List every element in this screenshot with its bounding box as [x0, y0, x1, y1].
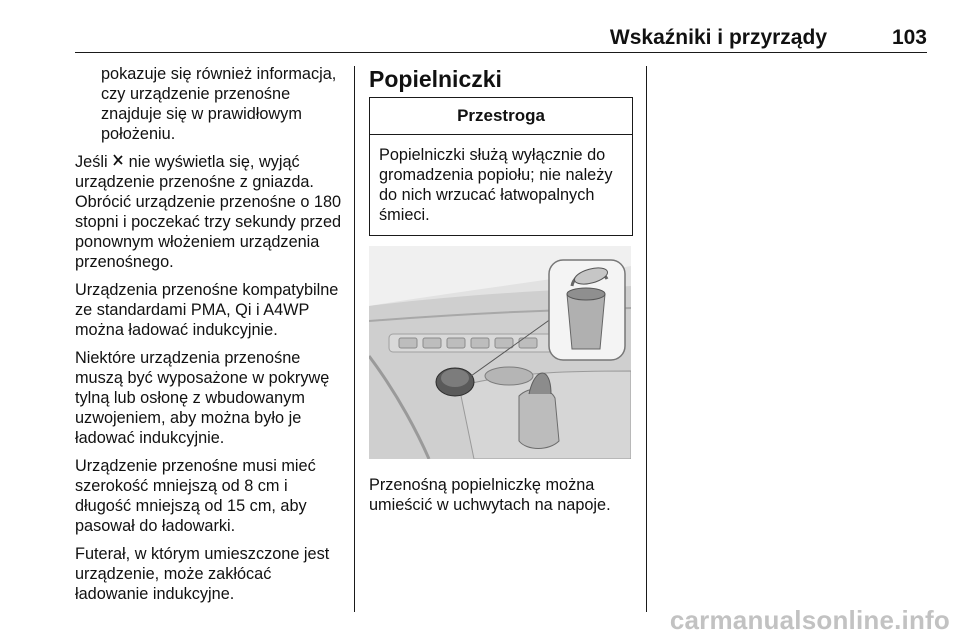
paragraph-case: Futerał, w którym umieszczone jest urządzenie, może zakłócać ładowanie indukcyjne.: [75, 545, 330, 603]
figure-caption: Przenośną popielniczkę można umieścić w uchwytach na napoje.: [369, 476, 611, 514]
charging-indicator-icon: [112, 154, 124, 169]
paragraph-text-before-icon: Jeśli: [75, 153, 108, 171]
column-divider-left: [354, 66, 355, 612]
warning-title: Przestroga: [370, 98, 632, 135]
middle-column: [369, 64, 633, 523]
paragraph-dimensions: Urządzenie przenośne musi mieć szerokość mniejszą od 8 cm i długość mniejszą od 15 cm, aby pasował do ładowarki.: [75, 457, 316, 535]
paragraph-cover: Niektóre urządzenia przenośne muszą być wyposażone w pokrywę tylną lub osłonę z wbudowanym uzwojeniem, aby można było je ładować indukcyjnie.: [75, 349, 330, 447]
paragraph-compatibility: Urządzenia przenośne kompatybilne ze standardami PMA, Qi i A4WP można ładować indukcyjnie.: [75, 281, 339, 339]
page-header: [75, 26, 927, 53]
watermark: carmanualsonline.info: [669, 605, 950, 635]
ashtray-figure: [369, 246, 631, 459]
paragraph-indent: pokazuje się również informacja, czy urządzenie przenośne znajduje się w prawidłowym położeniu.: [101, 65, 337, 143]
left-column: [75, 64, 345, 612]
section-title: Popielniczki: [369, 66, 502, 92]
column-divider-right: [646, 66, 647, 612]
header-title: Wskaźniki i przyrządy: [609, 26, 827, 49]
paragraph-text-after-icon: nie wyświetla się, wyjąć urządzenie przenośne z gniazda. Obrócić urządzenie przenośne o 180 stopni i poczekać trzy sekundy przed ponownym włożeniem urządzenia przenośnego.: [75, 153, 342, 271]
warning-text: Popielniczki służą wyłącznie do gromadzenia popiołu; nie należy do nich wrzucać łatwopalnych śmieci.: [379, 146, 613, 224]
page-number: 103: [891, 26, 927, 49]
warning-box: [369, 97, 633, 236]
paragraph-charging-indicator: [75, 152, 345, 272]
